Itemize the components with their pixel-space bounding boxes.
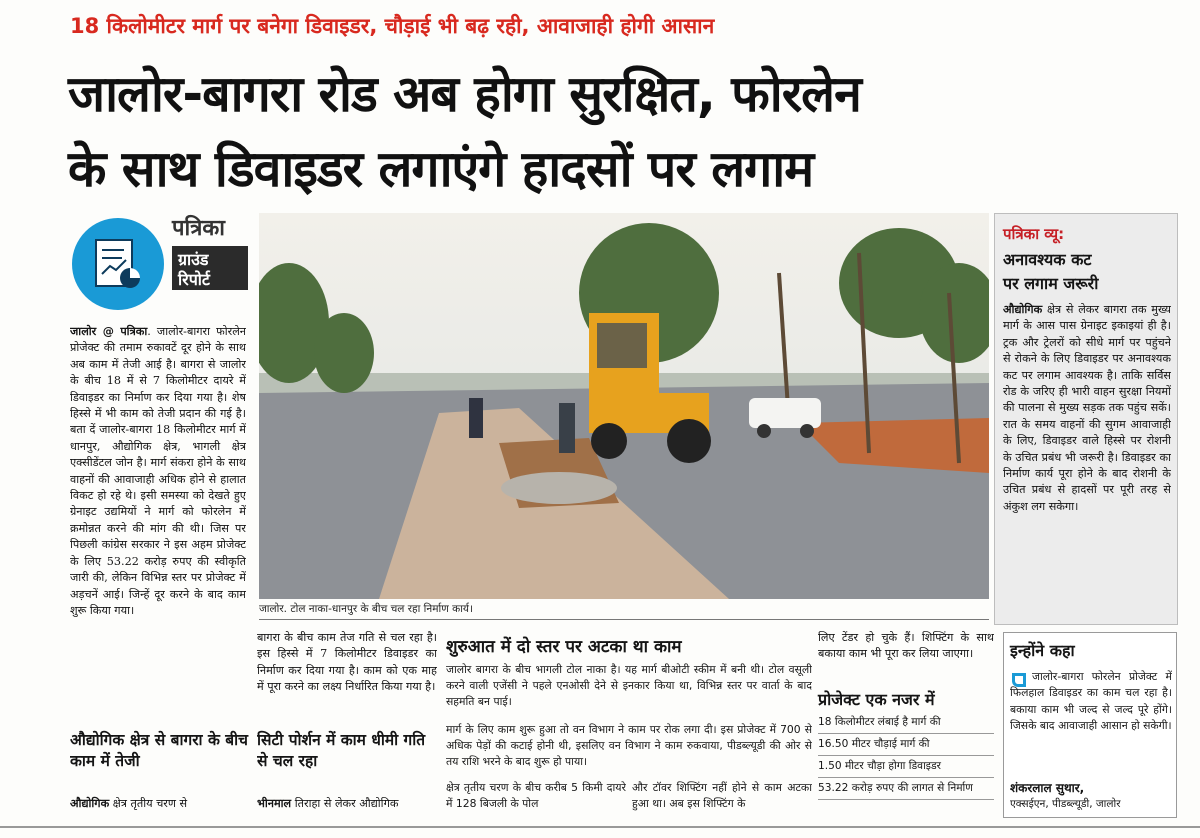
industrial-lead-text: क्षेत्र तृतीय चरण से [109, 797, 188, 810]
project-glance-list [818, 712, 994, 800]
two-levels-para-3-right: और टॉवर शिफ्टिंग नहीं होने से काम अटका हुआ था। अब इस शिफ्टिंग के [632, 781, 812, 810]
quote-author: शंकरलाल सुथार, [1010, 781, 1085, 795]
ground-report-badge [72, 212, 250, 316]
construction-photo [259, 213, 989, 599]
sidebar-text: क्षेत्र से लेकर बागरा तक मुख्य मार्ग के आस पास ग्रेनाइट इकाइयां ही है। ट्रक और ट्रेलरों को सीधे मार्ग पर पहुंचने से रोकने के लिए डिवाइडर पर अनावश्यक कट पर लगाम आवश्यक है। ताकि सर्विस रोड के जरिए ही भारी वाहन सुरक्षा नियमों की पालना से मुख्य सड़क तक पहुंच सकें। रात के समय वाहनों की सुगम आवाजाही के लिए, डिवाइडर वाले हिस्से पर रोशनी के उचित प्रबंध भी जरूरी है। डिवाइडर का निर्माण कार्य पूरा होने के बाद रोशनी के उचित प्रबंध से हादसों पर पूरी तरह से अंकुश लग सकेगा। [1003, 303, 1171, 513]
intro-paragraph [70, 324, 246, 724]
mid-lead-text: तिराहा से लेकर औद्योगिक [291, 797, 399, 810]
sidebar-tag: पत्रिका व्यू: [1003, 225, 1065, 243]
industrial-lead-bold: औद्योगिक [70, 797, 110, 810]
project-glance-item: 18 किलोमीटर लंबाई है मार्ग की [818, 712, 994, 734]
two-levels-para-2: मार्ग के लिए काम शुरू हुआ तो वन विभाग ने काम पर रोक लगा दी। इस प्रोजेक्ट में 700 से अधिक पेड़ों की कटाई होनी थी, इसलिए वन विभाग ने काम रुकवाया, पीडब्ल्यूडी की ओर से तय राशि भरने के बाद शुरू हो पाया। [446, 723, 812, 768]
quote-box [1003, 632, 1177, 818]
subhead-city-portion: सिटी पोर्शन में काम धीमी गति से चल रहा [257, 731, 426, 770]
quote-designation: एक्सईएन, पीडब्ल्यूडी, जालोर [1010, 798, 1121, 810]
headline-line-1: जालोर-बागरा रोड अब होगा सुरक्षित, फोरलेन [68, 65, 861, 123]
project-glance-item: 1.50 मीटर चौड़ा होगा डिवाइडर [818, 756, 994, 778]
quote-heading: इन्होंने कहा [1010, 641, 1075, 660]
project-glance-item: 53.22 करोड़ रुपए की लागत से निर्माण [818, 778, 994, 800]
bottom-divider [0, 826, 1200, 828]
patrika-view-sidebar [994, 213, 1178, 625]
quote-text: जालोर-बागरा फोरलेन प्रोजेक्ट में फिलहाल डिवाइडर का काम चल रहा है। बकाया काम भी जल्द से जल्द पूरे होंगे। जिसके बाद आवाजाही आसान हो सकेगी। [1010, 670, 1172, 733]
dateline: जालोर @ पत्रिका [70, 325, 148, 338]
report-chart-icon [72, 218, 164, 310]
badge-brand: पत्रिका [172, 216, 225, 241]
project-glance-item: 16.50 मीटर चौड़ाई मार्ग की [818, 734, 994, 756]
badge-label-line-2: रिपोर्ट [178, 270, 210, 289]
two-levels-para-3-left: क्षेत्र तृतीय चरण के बीच करीब 5 किमी दायरे में 128 बिजली के पोल [446, 781, 626, 810]
industrial-lead [70, 796, 248, 814]
badge-label-line-1: ग्राउंड [178, 250, 209, 269]
sidebar-lead-bold: औद्योगिक [1003, 303, 1043, 316]
mid-lead-bold: भीनमाल [257, 797, 292, 810]
mid-column-text: बागरा के बीच काम तेज गति से चल रहा है। इस हिस्से में 7 किलोमीटर डिवाइडर का निर्माण कर दिया गया है। काम को एक माह में पूरा करने का लक्ष्य निर्धारित किया गया है। [257, 631, 437, 694]
subhead-industrial: औद्योगिक क्षेत्र से बागरा के बीच काम में तेजी [70, 731, 248, 770]
divider [259, 619, 989, 620]
sidebar-body [1003, 302, 1171, 618]
two-levels-para-1: जालोर बागरा के बीच भागली टोल नाका है। यह मार्ग बीओटी स्कीम में बनी थी। टोल वसूली करने वाली एजेंसी ने पहले एनओसी देने से इनकार किया था, विभिन्न स्तर पर वार्ता के बाद सहमति बन पाई। [446, 663, 812, 708]
intro-text: . जालोर-बागरा फोरलेन प्रोजेक्ट की तमाम रुकावटें दूर होने के साथ अब काम में तेजी आई है। बागरा से जालोर के बीच 18 में से 7 किलोमीटर दायरे में डिवाइडर का निर्माण कर दिया गया है। शेष हिस्से में भी काम को तेजी प्रदान की गई है। बता दें जालोर-बागरा 18 किलोमीटर मार्ग में धानपुर, औद्योगिक क्षेत्र, भागली क्षेत्र एक्सीडेंटल जोन है। मार्ग संकरा होने के साथ वाहनों की आवाजाही अधिक होने से हालात विकट हो रहे थे। इसी समस्या को देखते हुए ग्रेनाइट उद्यमियों ने मार्ग को फोरलेन में क्रमोन्नत करने की मांग की थी। जिस पर पिछली कांग्रेस सरकार ने इस अहम प्रोजेक्ट के लिए 53.22 करोड़ रुपए की स्वीकृति जारी की, लेकिन विभिन्न स्तर पर प्रोजेक्ट में अड़चनें आई। जिन्हें दूर करने के बाद काम शुरू किया गया। [70, 325, 246, 617]
sidebar-title-line-2: पर लगाम जरूरी [1003, 274, 1099, 293]
project-glance-heading: प्रोजेक्ट एक नजर में [818, 690, 935, 709]
kicker-headline: 18 किलोमीटर मार्ग पर बनेगा डिवाइडर, चौड़ाई भी बढ़ रही, आवाजाही होगी आसान [70, 14, 715, 38]
headline-line-2: के साथ डिवाइडर लगाएंगे हादसों पर लगाम [68, 140, 814, 198]
mid-column-lead [257, 796, 441, 814]
photo-caption: जालोर. टोल नाका-धानपुर के बीच चल रहा निर्माण कार्य। [259, 603, 474, 615]
sidebar-title-line-1: अनावश्यक कट [1003, 250, 1092, 269]
right-column-top: लिए टेंडर हो चुके हैं। शिफ्टिंग के साथ बकाया काम भी पूरा कर लिया जाएगा। [818, 631, 994, 661]
two-levels-heading: शुरुआत में दो स्तर पर अटका था काम [446, 637, 682, 657]
